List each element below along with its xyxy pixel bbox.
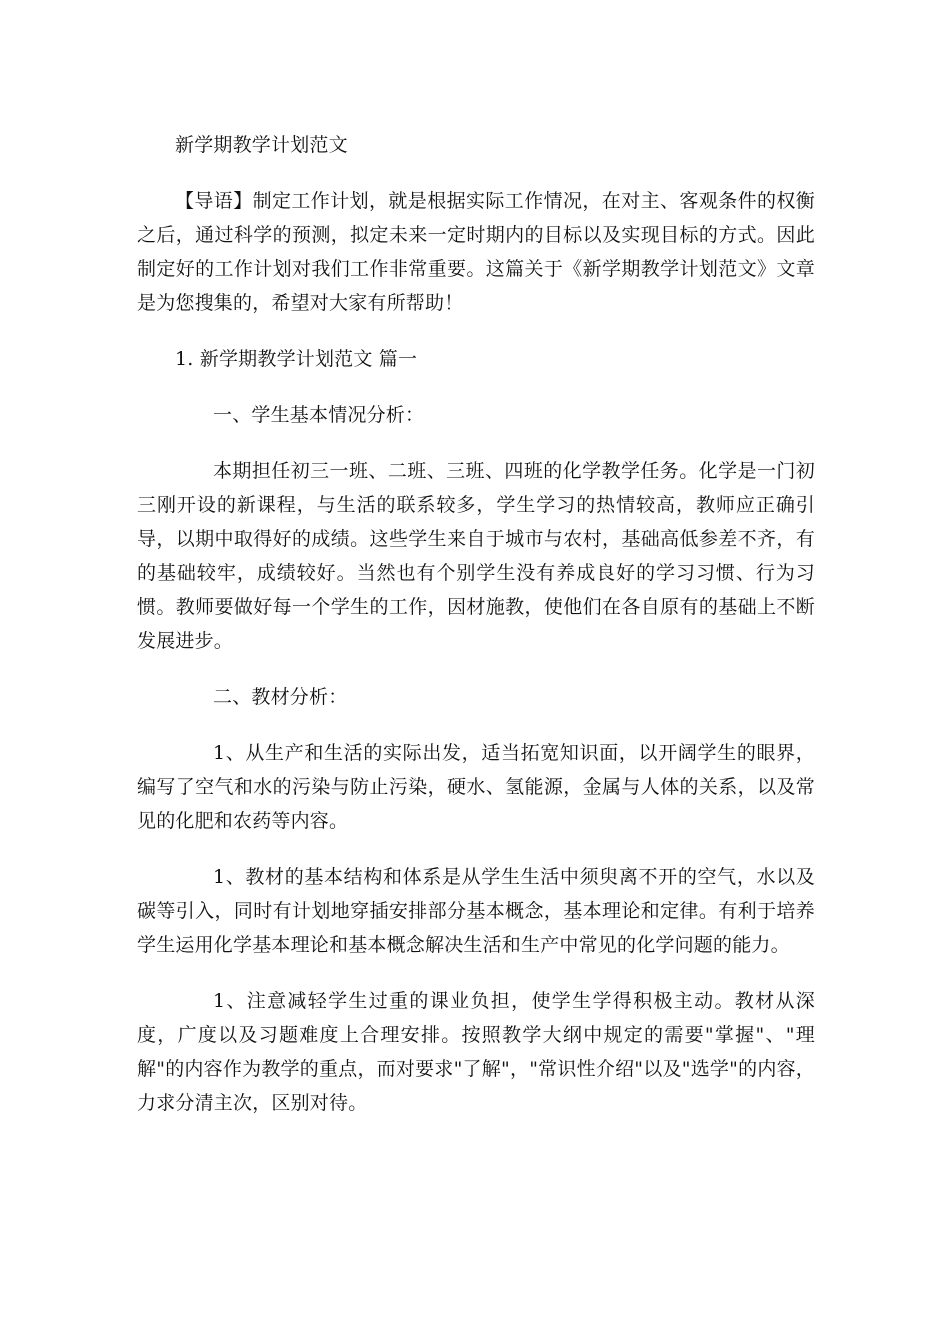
document-page (137, 128, 815, 1142)
document-title: 新学期教学计划范文 (175, 134, 348, 156)
section-heading: 1. 新学期教学计划范文 篇一 (175, 348, 418, 370)
paragraph-material-2: 1、教材的基本结构和体系是从学生生活中须臾离不开的空气，水以及碳等引入，同时有计划地穿插安排部分基本概念，基本理论和定律。有利于培养学生运用化学基本理论和基本概念解决生活和生产中常见的化学问题的能力。 (137, 866, 815, 956)
lead-paragraph: 【导语】制定工作计划，就是根据实际工作情况，在对主、客观条件的权衡之后，通过科学的预测，拟定未来一定时期内的目标以及实现目标的方式。因此制定好的工作计划对我们工作非常重要。这篇关于《新学期教学计划范文》文章是为您搜集的，希望对大家有所帮助！ (137, 190, 815, 314)
heading-material-analysis: 二、教材分析： (213, 686, 348, 708)
heading-student-analysis: 一、学生基本情况分析： (213, 404, 425, 426)
paragraph-student-analysis: 本期担任初三一班、二班、三班、四班的化学教学任务。化学是一门初三刚开设的新课程，与生活的联系较多，学生学习的热情较高，教师应正确引导，以期中取得好的成绩。这些学生来自于城市与农村，基础高低参差不齐，有的基础较牢，成绩较好。当然也有个别学生没有养成良好的学习习惯、行为习惯。教师要做好每一个学生的工作，因材施教，使他们在各自原有的基础上不断发展进步。 (137, 460, 815, 652)
paragraph-material-1: 1、从生产和生活的实际出发，适当拓宽知识面，以开阔学生的眼界，编写了空气和水的污染与防止污染，硬水、氢能源，金属与人体的关系，以及常见的化肥和农药等内容。 (137, 742, 815, 832)
paragraph-material-3: 1、注意减轻学生过重的课业负担，使学生学得积极主动。教材从深度，广度以及习题难度上合理安排。按照教学大纲中规定的需要"掌握"、"理解"的内容作为教学的重点，而对要求"了解"，"常识性介绍"以及"选学"的内容，力求分清主次，区别对待。 (137, 990, 815, 1114)
